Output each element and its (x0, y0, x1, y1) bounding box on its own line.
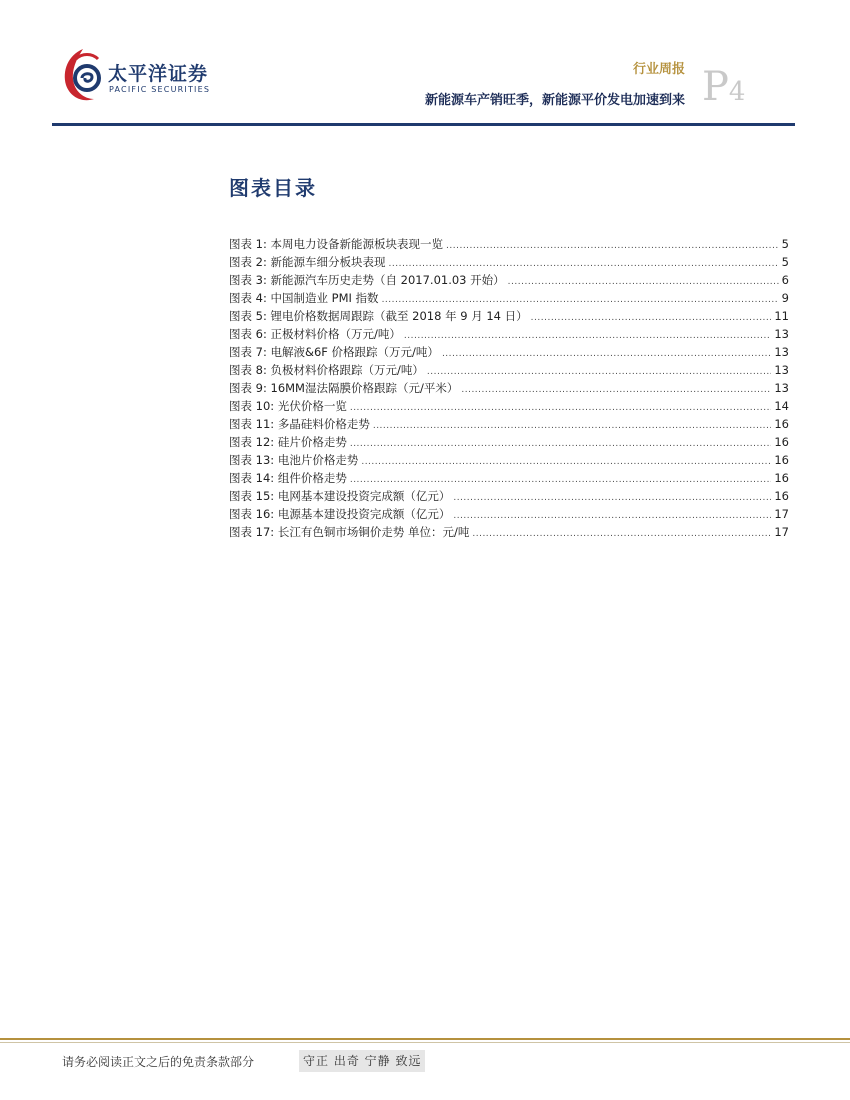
toc-entry-label: 图表 2: 新能源车细分板块表现 (229, 255, 386, 269)
toc-entry-page: 5 (781, 255, 789, 269)
toc-leader (382, 295, 779, 305)
toc-entry[interactable] (229, 308, 789, 326)
toc-entry-page: 17 (774, 507, 789, 521)
toc-entry[interactable] (229, 326, 789, 344)
toc-entry[interactable] (229, 272, 789, 290)
toc-list (229, 236, 789, 542)
toc-entry[interactable] (229, 398, 789, 416)
page-digit: 4 (728, 77, 746, 107)
toc-entry[interactable] (229, 254, 789, 272)
report-title: 新能源车产销旺季，新能源平价发电加速到来 (424, 93, 685, 108)
toc-entry-label: 图表 4: 中国制造业 PMI 指数 (229, 291, 379, 305)
toc-entry-page: 16 (774, 471, 789, 485)
toc-leader (446, 241, 779, 251)
toc-entry-label: 图表 13: 电池片价格走势 (229, 453, 359, 467)
toc-entry[interactable] (229, 290, 789, 308)
toc-entry[interactable] (229, 380, 789, 398)
report-type: 行业周报 (632, 62, 685, 77)
toc-entry-page: 16 (774, 417, 789, 431)
toc-leader (427, 367, 771, 377)
toc-entry-label: 图表 1: 本周电力设备新能源板块表现一览 (229, 237, 444, 251)
toc-entry-label: 图表 6: 正极材料价格（万元/吨） (229, 327, 401, 341)
company-logo-icon (60, 45, 106, 107)
toc-entry[interactable] (229, 470, 789, 488)
footer-divider-thin (0, 1042, 850, 1043)
toc-leader (361, 457, 771, 467)
toc-entry-page: 16 (774, 453, 789, 467)
toc-entry-label: 图表 9: 16MM湿法隔膜价格跟踪（元/平米） (229, 381, 459, 395)
header-divider (52, 123, 795, 126)
toc-entry-page: 5 (781, 237, 789, 251)
toc-entry[interactable] (229, 362, 789, 380)
toc-leader (373, 421, 772, 431)
logo-chinese-name: 太平洋证券 (108, 63, 209, 85)
toc-entry-page: 9 (781, 291, 789, 305)
toc-leader (472, 529, 771, 539)
toc-leader (453, 493, 771, 503)
toc-entry-label: 图表 3: 新能源汽车历史走势（自 2017.01.03 开始） (229, 273, 505, 287)
toc-entry-label: 图表 5: 锂电价格数据周跟踪（截至 2018 年 9 月 14 日） (229, 309, 528, 323)
toc-entry-page: 14 (774, 399, 789, 413)
toc-entry-label: 图表 17: 长江有色铜市场铜价走势 单位：元/吨 (229, 525, 470, 539)
toc-entry-page: 13 (774, 381, 789, 395)
toc-entry[interactable] (229, 416, 789, 434)
toc-entry[interactable] (229, 236, 789, 254)
toc-entry[interactable] (229, 506, 789, 524)
toc-leader (508, 277, 779, 287)
toc-entry-page: 13 (774, 363, 789, 377)
company-logo (60, 45, 230, 107)
toc-entry-page: 16 (774, 489, 789, 503)
toc-leader (350, 475, 772, 485)
toc-leader (453, 511, 771, 521)
toc-entry-page: 17 (774, 525, 789, 539)
toc-entry-label: 图表 15: 电网基本建设投资完成额（亿元） (229, 489, 451, 503)
toc-entry-label: 图表 8: 负极材料价格跟踪（万元/吨） (229, 363, 424, 377)
toc-leader (461, 385, 771, 395)
toc-entry-label: 图表 7: 电解液&6F 价格跟踪（万元/吨） (229, 345, 439, 359)
toc-entry-page: 16 (774, 435, 789, 449)
toc-entry-page: 11 (774, 309, 789, 323)
toc-entry-label: 图表 11: 多晶硅料价格走势 (229, 417, 370, 431)
toc-entry[interactable] (229, 452, 789, 470)
toc-entry[interactable] (229, 488, 789, 506)
toc-entry[interactable] (229, 344, 789, 362)
toc-entry-label: 图表 10: 光伏价格一览 (229, 399, 347, 413)
toc-entry-page: 13 (774, 345, 789, 359)
toc-heading: 图表目录 (229, 176, 317, 200)
toc-leader (404, 331, 771, 341)
toc-entry-label: 图表 16: 电源基本建设投资完成额（亿元） (229, 507, 451, 521)
toc-leader (350, 439, 772, 449)
page-number (702, 64, 745, 110)
footer-disclaimer: 请务必阅读正文之后的免责条款部分 (62, 1055, 255, 1069)
page-letter: P (702, 64, 729, 110)
toc-entry[interactable] (229, 524, 789, 542)
toc-entry-label: 图表 14: 组件价格走势 (229, 471, 347, 485)
toc-leader (442, 349, 771, 359)
toc-leader (389, 259, 779, 269)
toc-entry-label: 图表 12: 硅片价格走势 (229, 435, 347, 449)
toc-leader (350, 403, 772, 413)
toc-entry-page: 13 (774, 327, 789, 341)
logo-english-name: PACIFIC SECURITIES (109, 85, 211, 94)
toc-entry-page: 6 (781, 273, 789, 287)
footer-motto: 守正 出奇 宁静 致远 (299, 1050, 425, 1072)
footer-divider (0, 1038, 850, 1040)
toc-leader (531, 313, 772, 323)
toc-entry[interactable] (229, 434, 789, 452)
